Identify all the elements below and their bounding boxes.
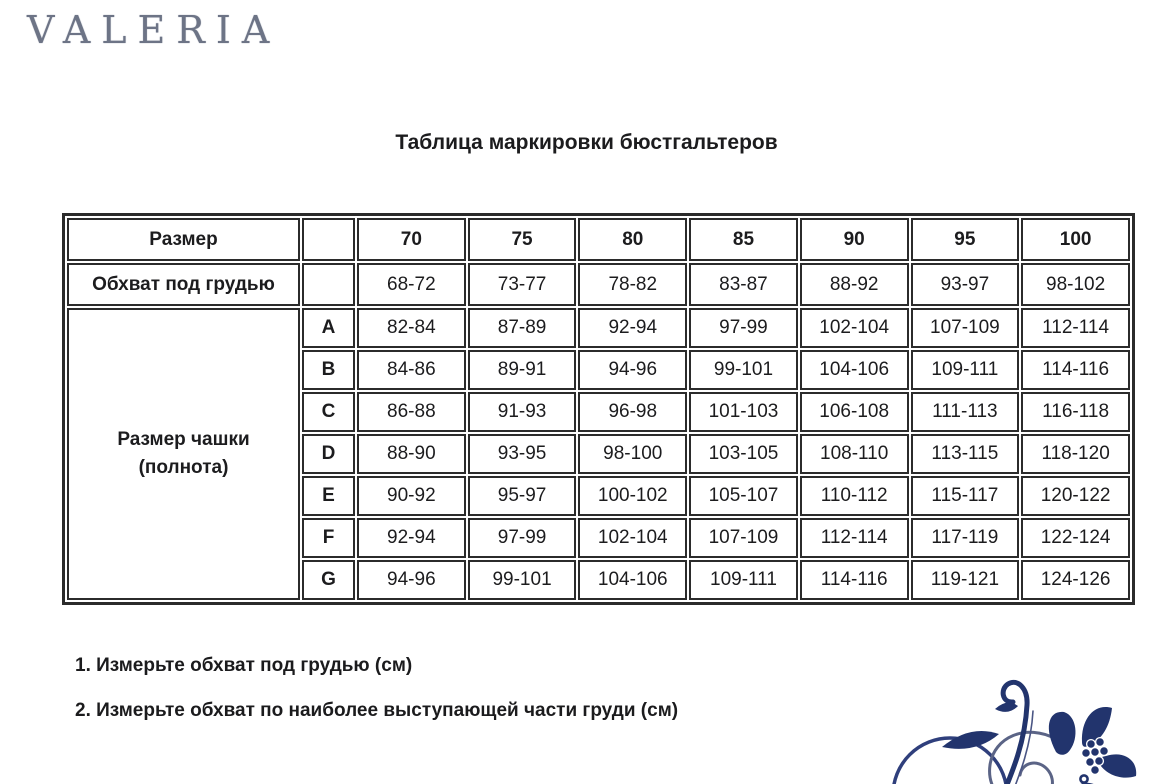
cup-value-cell: 111-113 (911, 392, 1020, 432)
cup-value-cell: 117-119 (911, 518, 1020, 558)
cup-value-cell: 89-91 (468, 350, 577, 390)
instruction-item-2: 2. Измерьте обхват по наиболее выступающей части груди (см) (75, 700, 679, 721)
cup-value-cell: 104-106 (800, 350, 909, 390)
cup-letter-cell: E (302, 476, 355, 516)
cup-label-line2: (полнота) (138, 457, 229, 478)
cup-value-cell: 102-104 (800, 308, 909, 348)
cup-value-cell: 92-94 (357, 518, 466, 558)
cup-value-cell: 86-88 (357, 392, 466, 432)
size-table-body (67, 218, 1130, 600)
cup-value-cell: 115-117 (911, 476, 1020, 516)
cup-value-cell: 94-96 (357, 560, 466, 600)
instruction-item-1: 1. Измерьте обхват под грудью (см) (75, 655, 413, 676)
cup-value-cell: 88-90 (357, 434, 466, 474)
cup-value-cell: 104-106 (578, 560, 687, 600)
cup-value-cell: 112-114 (800, 518, 909, 558)
size-col-header: 90 (800, 218, 909, 261)
cup-value-cell: 116-118 (1021, 392, 1130, 432)
cup-value-cell: 92-94 (578, 308, 687, 348)
cup-value-cell: 97-99 (689, 308, 798, 348)
underbust-row-label: Обхват под грудью (67, 263, 300, 306)
cup-value-cell: 99-101 (689, 350, 798, 390)
cup-value-cell: 102-104 (578, 518, 687, 558)
cup-value-cell: 99-101 (468, 560, 577, 600)
size-row-spacer-cell (302, 218, 355, 261)
page-title: Таблица маркировки бюстгальтеров (395, 131, 778, 154)
table-row-underbust (67, 263, 1130, 306)
cup-value-cell: 110-112 (800, 476, 909, 516)
size-table (62, 213, 1135, 605)
underbust-value-cell: 73-77 (468, 263, 577, 306)
cup-value-cell: 96-98 (578, 392, 687, 432)
cup-value-cell: 113-115 (911, 434, 1020, 474)
cup-value-cell: 105-107 (689, 476, 798, 516)
underbust-value-cell: 68-72 (357, 263, 466, 306)
cup-value-cell: 93-95 (468, 434, 577, 474)
table-row-cup-A (67, 308, 1130, 348)
cup-value-cell: 87-89 (468, 308, 577, 348)
cup-letter-cell: A (302, 308, 355, 348)
underbust-value-cell: 78-82 (578, 263, 687, 306)
size-col-header: 80 (578, 218, 687, 261)
cup-letter-cell: B (302, 350, 355, 390)
cup-value-cell: 100-102 (578, 476, 687, 516)
underbust-row-spacer-cell (302, 263, 355, 306)
cup-value-cell: 109-111 (689, 560, 798, 600)
cup-value-cell: 108-110 (800, 434, 909, 474)
instructions-list (75, 655, 678, 745)
cup-value-cell: 101-103 (689, 392, 798, 432)
cup-value-cell: 82-84 (357, 308, 466, 348)
cup-value-cell: 114-116 (800, 560, 909, 600)
cup-value-cell: 120-122 (1021, 476, 1130, 516)
table-row-size (67, 218, 1130, 261)
size-col-header: 95 (911, 218, 1020, 261)
cup-value-cell: 114-116 (1021, 350, 1130, 390)
cup-value-cell: 118-120 (1021, 434, 1130, 474)
size-col-header: 75 (468, 218, 577, 261)
underbust-value-cell: 93-97 (911, 263, 1020, 306)
size-col-header: 85 (689, 218, 798, 261)
underbust-value-cell: 98-102 (1021, 263, 1130, 306)
cup-value-cell: 107-109 (689, 518, 798, 558)
brand-logo: VALERIA (27, 8, 281, 52)
cup-letter-cell: D (302, 434, 355, 474)
cup-letter-cell: G (302, 560, 355, 600)
cup-value-cell: 90-92 (357, 476, 466, 516)
underbust-value-cell: 83-87 (689, 263, 798, 306)
cup-value-cell: 122-124 (1021, 518, 1130, 558)
cup-value-cell: 103-105 (689, 434, 798, 474)
size-col-header: 100 (1021, 218, 1130, 261)
size-col-header: 70 (357, 218, 466, 261)
cup-value-cell: 97-99 (468, 518, 577, 558)
cup-letter-cell: F (302, 518, 355, 558)
cup-letter-cell: C (302, 392, 355, 432)
cup-value-cell: 94-96 (578, 350, 687, 390)
cup-value-cell: 84-86 (357, 350, 466, 390)
cup-value-cell: 109-111 (911, 350, 1020, 390)
cup-value-cell: 107-109 (911, 308, 1020, 348)
cup-value-cell: 119-121 (911, 560, 1020, 600)
cup-value-cell: 124-126 (1021, 560, 1130, 600)
cup-value-cell: 91-93 (468, 392, 577, 432)
floral-ornament-icon (878, 663, 1173, 784)
underbust-value-cell: 88-92 (800, 263, 909, 306)
size-row-label: Размер (67, 218, 300, 261)
cup-label-line1: Размер чашки (117, 429, 250, 451)
cup-value-cell: 98-100 (578, 434, 687, 474)
cup-value-cell: 112-114 (1021, 308, 1130, 348)
cup-value-cell: 95-97 (468, 476, 577, 516)
cup-size-merged-label (67, 308, 300, 600)
cup-value-cell: 106-108 (800, 392, 909, 432)
